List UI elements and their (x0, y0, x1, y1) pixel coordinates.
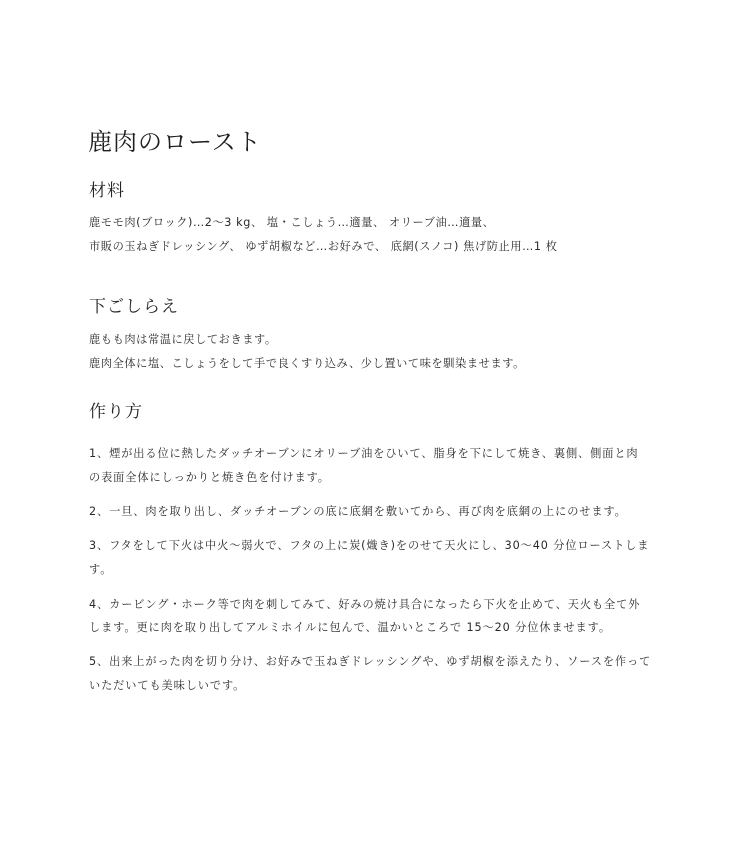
prep-heading: 下ごしらえ (89, 297, 179, 317)
ingredients-line: 鹿モモ肉(ブロック)…2～3 kg、 塩・こしょう…適量、 オリーブ油…適量、 (89, 216, 495, 229)
method-step-2-line-1: 2、一旦、肉を取り出し、ダッチオーブンの底に底網を敷いてから、再び肉を底網の上にのせます。 (89, 505, 627, 518)
method-step-3-line-2: す。 (89, 563, 113, 576)
prep-line: 鹿肉全体に塩、こしょうをして手で良くすり込み、少し置いて味を馴染ませます。 (89, 357, 525, 370)
method-heading: 作り方 (89, 402, 143, 422)
method-step-5-line-2: いただいても美味しいです。 (89, 679, 246, 692)
method-step-5-line-1: 5、出来上がった肉を切り分け、お好みで玉ねぎドレッシングや、ゆず胡椒を添えたり、ソースを作って (89, 655, 652, 668)
ingredients-line: 市販の玉ねぎドレッシング、 ゆず胡椒など…お好みで、 底網(スノコ) 焦げ防止用…1 枚 (89, 240, 558, 253)
method-step-1-line-2: の表面全体にしっかりと焼き色を付けます。 (89, 471, 330, 484)
page-title: 鹿肉のロースト (88, 128, 262, 156)
method-step-4-line-1: 4、カービング・ホーク等で肉を刺してみて、好みの焼け具合になったら下火を止めて、天火も全て外 (89, 598, 641, 611)
method-step-4-line-2: します。更に肉を取り出してアルミホイルに包んで、温かいところで 15～20 分位休ませます。 (89, 621, 611, 634)
ingredients-heading: 材料 (89, 181, 125, 201)
method-step-3-line-1: 3、フタをして下火は中火～弱火で、フタの上に炭(熾き)をのせて天火にし、30～40 分位ローストしま (89, 539, 650, 552)
method-step-1-line-1: 1、煙が出る位に熱したダッチオーブンにオリーブ油をひいて、脂身を下にして焼き、裏側、側面と肉 (89, 447, 639, 460)
prep-line: 鹿もも肉は常温に戻しておきます。 (89, 333, 277, 346)
